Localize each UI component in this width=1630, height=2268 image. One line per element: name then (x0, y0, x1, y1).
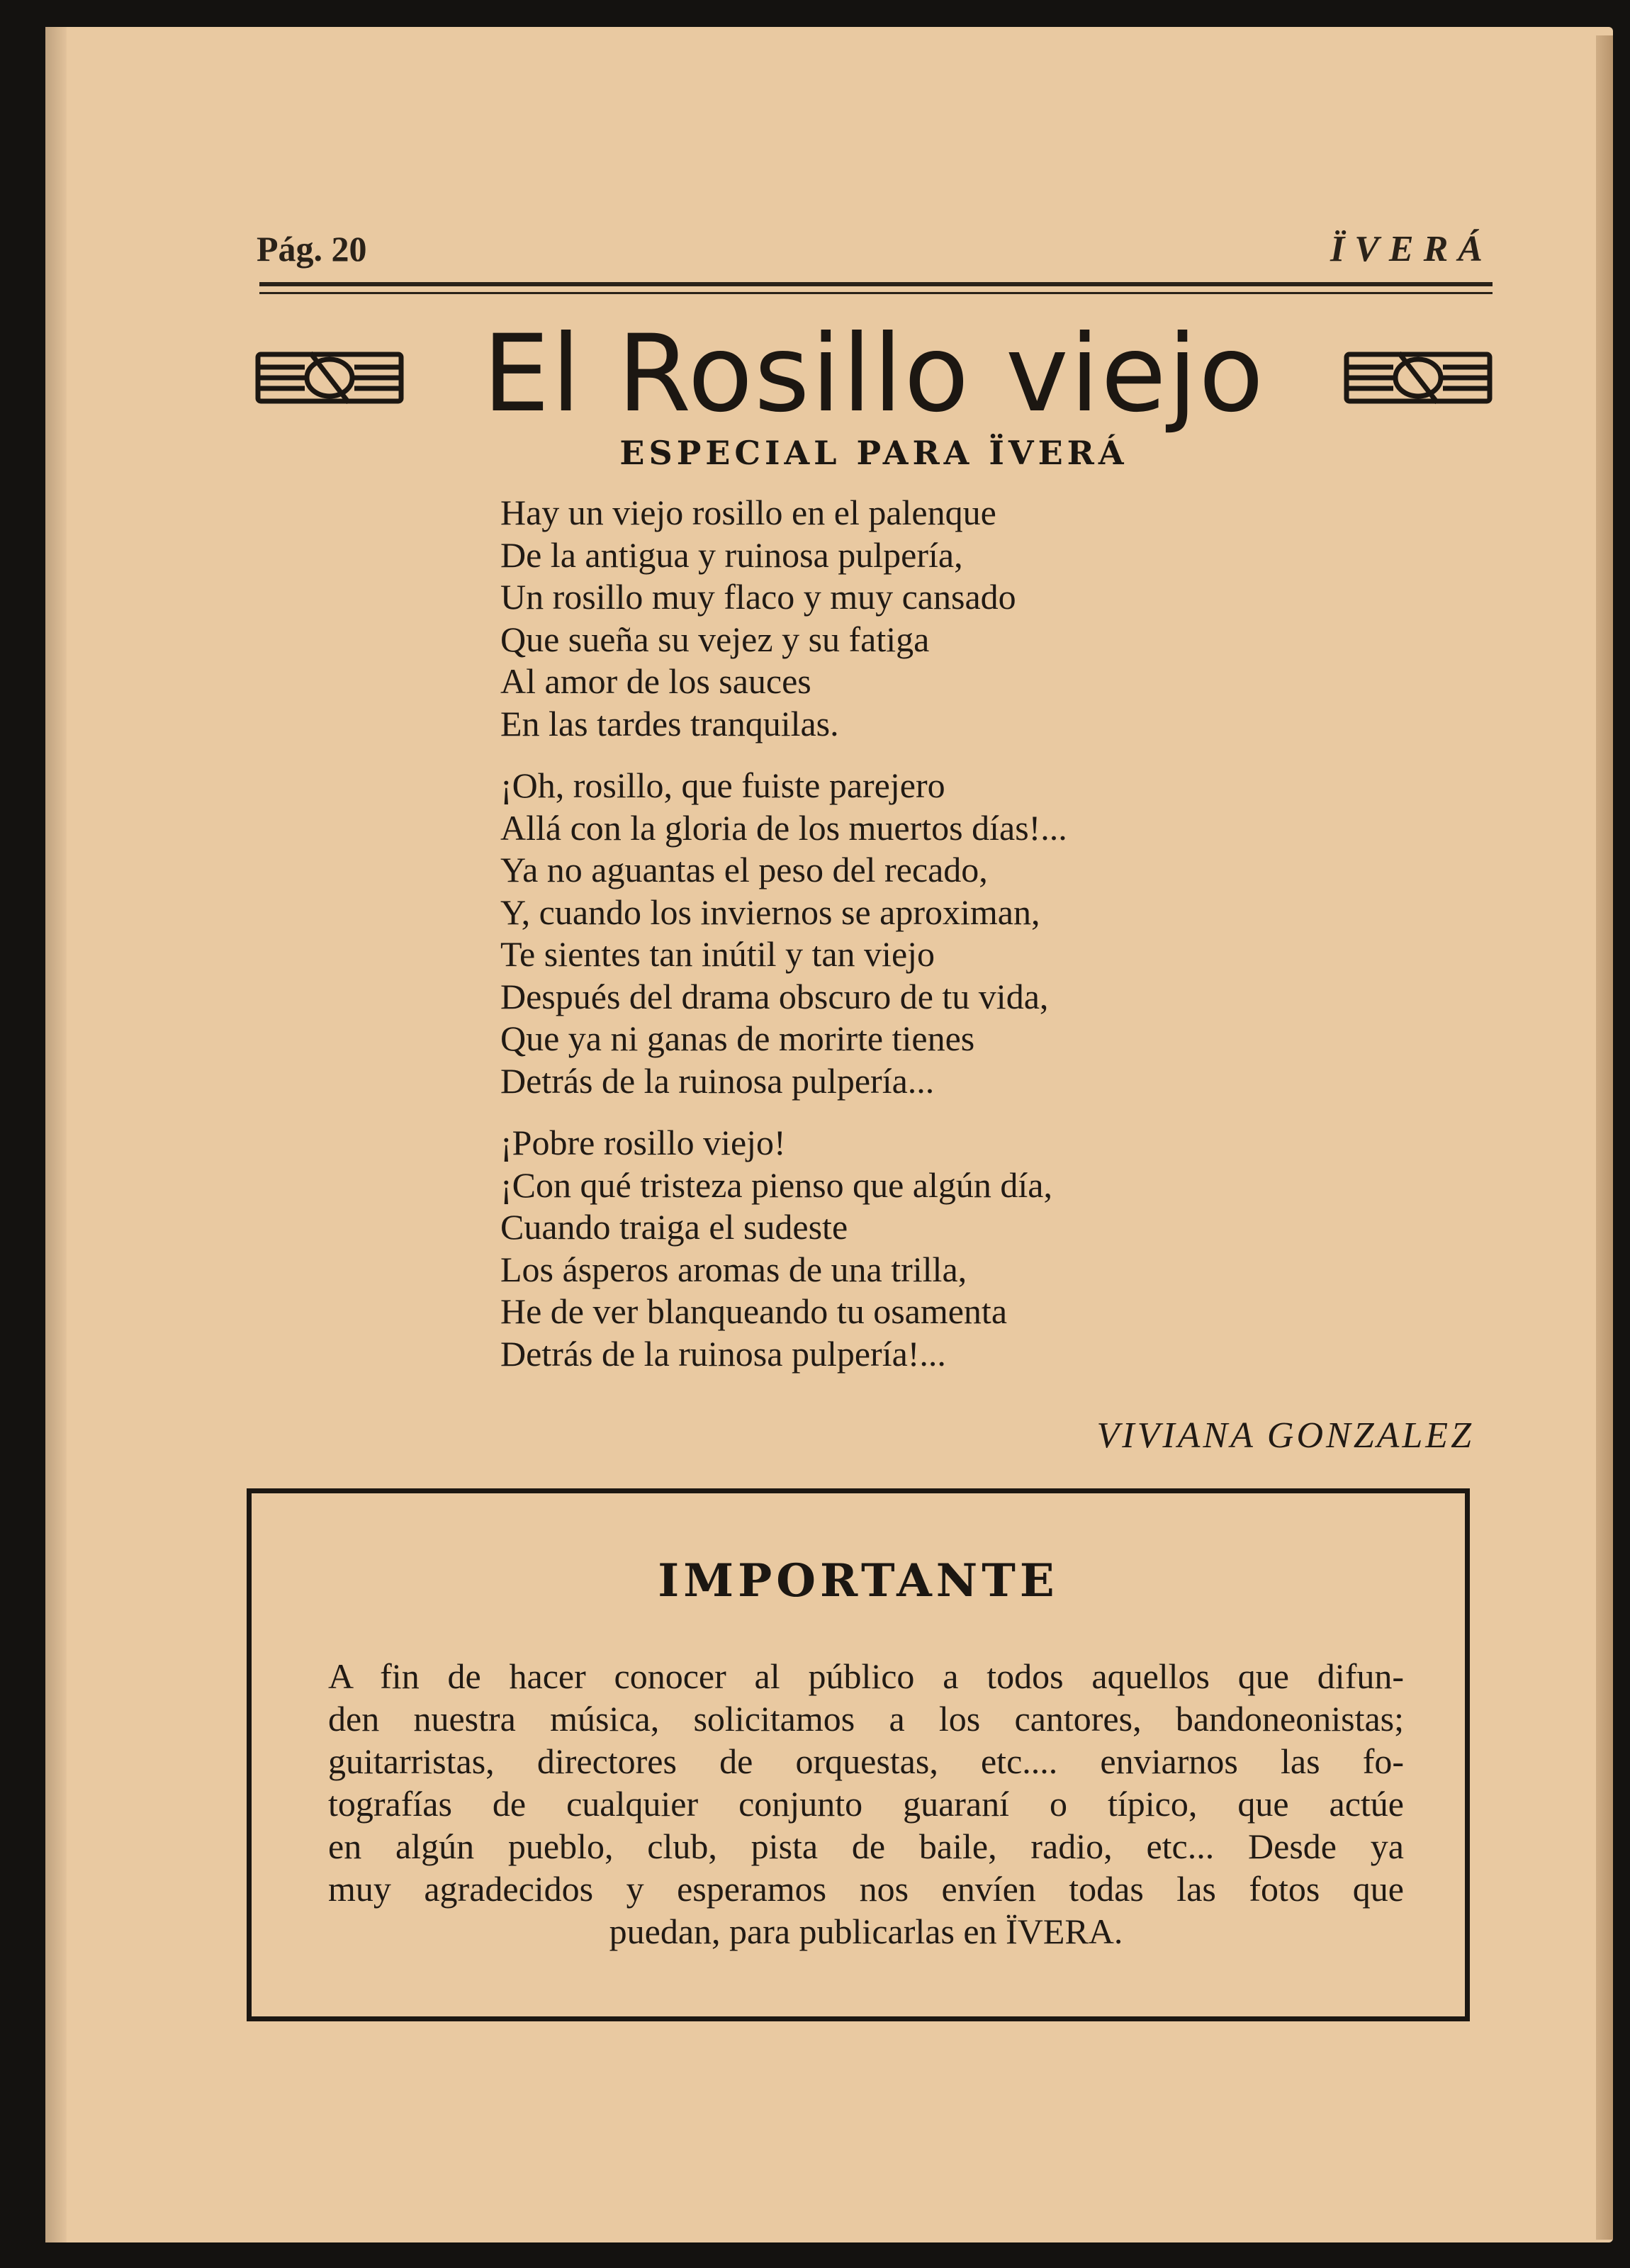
verse-line: En las tardes tranquilas. (500, 703, 839, 743)
notice-line: en algún pueblo, club, pista de baile, radio, etc... Desde ya (328, 1826, 1404, 1866)
notice-line: tografías de cualquier conjunto guaraní o típico, que actúe (328, 1784, 1404, 1824)
verse-line: Después del drama obscuro de tu vida, (500, 976, 1049, 1016)
verse-line: Allá con la gloria de los muertos días!... (500, 807, 1067, 848)
poem-body (500, 492, 1337, 1395)
poem-title: El Rosillo viejo (482, 313, 1266, 436)
verse-line: Y, cuando los inviernos se aproximan, (500, 892, 1040, 932)
stanza (500, 1122, 1337, 1375)
verse-line: Detrás de la ruinosa pulpería... (500, 1060, 935, 1101)
notice-line: den nuestra música, solicitamos a los cantores, bandoneonistas; (328, 1699, 1404, 1739)
notice-title: IMPORTANTE (658, 1554, 1059, 1607)
magazine-name: ÏVERÁ (1330, 229, 1493, 269)
stanza (500, 492, 1337, 745)
poem-author: VIVIANA GONZALEZ (1096, 1415, 1474, 1456)
page-stack-edge (45, 27, 67, 2242)
notice-line: A fin de hacer conocer al público a todos aquellos que difun- (328, 1656, 1404, 1696)
stanza (500, 765, 1337, 1102)
verse-line: ¡Pobre rosillo viejo! (500, 1123, 786, 1162)
decorative-ornament-right-icon (1344, 339, 1493, 417)
verse-line: Hay un viejo rosillo en el palenque (500, 493, 996, 532)
header-rule-thin (259, 292, 1493, 294)
verse-line: He de ver blanqueando tu osamenta (500, 1291, 1008, 1331)
notice-line: muy agradecidos y esperamos nos envíen todas las fotos que (328, 1869, 1404, 1909)
verse-line: Detrás de la ruinosa pulpería!... (500, 1333, 946, 1374)
verse-line: Ya no aguantas el peso del recado, (500, 850, 988, 889)
verse-line: Al amor de los sauces (500, 661, 811, 701)
verse-line: Te sientes tan inútil y tan viejo (500, 934, 935, 974)
verse-line: Un rosillo muy flaco y muy cansado (500, 577, 1016, 617)
notice-body (328, 1655, 1404, 1953)
page-number: Pág. 20 (257, 229, 367, 269)
page-header (257, 228, 1493, 278)
page-right-edge (1596, 35, 1613, 2240)
notice-box (247, 1488, 1470, 2021)
verse-line: De la antigua y ruinosa pulpería, (500, 534, 963, 575)
header-rule (259, 282, 1493, 286)
notice-line: puedan, para publicarlas en ÏVERA. (609, 1911, 1123, 1951)
verse-line: ¡Oh, rosillo, que fuiste parejero (500, 765, 945, 805)
verse-line: Que ya ni ganas de morirte tienes (500, 1018, 975, 1058)
verse-line: Que sueña su vejez y su fatiga (500, 619, 930, 659)
poem-subtitle: ESPECIAL PARA ÏVERÁ (619, 434, 1128, 472)
verse-line: Los ásperos aromas de una trilla, (500, 1249, 967, 1289)
verse-line: ¡Con qué tristeza pienso que algún día, (500, 1164, 1052, 1205)
verse-line: Cuando traiga el sudeste (500, 1207, 848, 1247)
notice-line: guitarristas, directores de orquestas, etc.... enviarnos las fo- (328, 1741, 1404, 1781)
title-row (255, 310, 1493, 438)
